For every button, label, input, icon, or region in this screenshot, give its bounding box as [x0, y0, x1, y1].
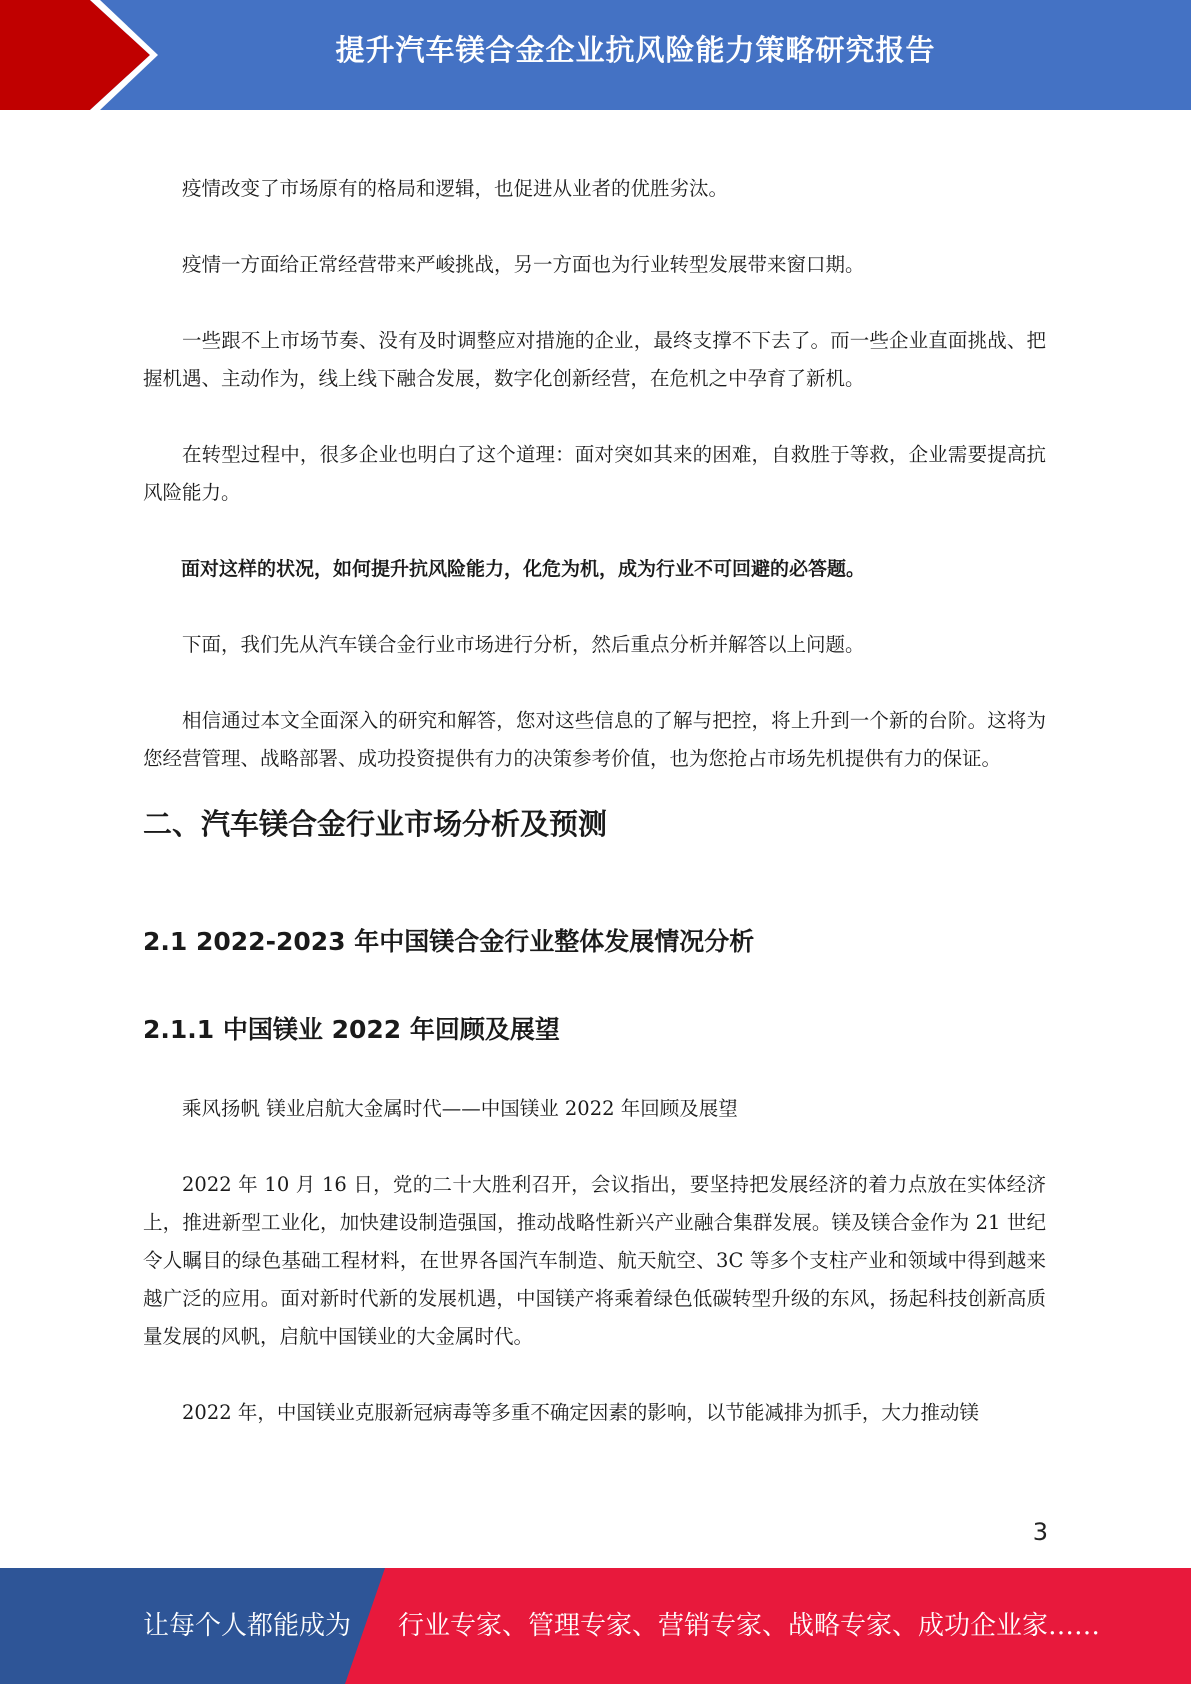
paragraph: 疫情改变了市场原有的格局和逻辑，也促进从业者的优胜劣汰。 [182, 177, 729, 200]
paragraph: 一些跟不上市场节奏、没有及时调整应对措施的企业，最终支撑不下去了。而一些企业直面挑战、把握机遇、主动作为，线上线下融合发展，数字化创新经营，在危机之中孕育了新机。 [143, 329, 1046, 390]
paragraph: 2022 年 10 月 16 日，党的二十大胜利召开，会议指出，要坚持把发展经济的着力点放在实体经济上，推进新型工业化，加快建设制造强国，推动战略性新兴产业融合集群发展。镁及镁合金作为 21 世纪令人瞩目的绿色基础工程材料，在世界各国汽车制造、航天航空、3C 等多个支柱产业和领域中得到越来越广泛的应用。面对新时代新的发展机遇，中国镁产将乘着绿色低碳转型升级的东风，扬起科技创新高质量发展的风帆，启航中国镁业的大金属时代。 [143, 1173, 1046, 1348]
header-chevron-icon [0, 0, 160, 110]
paragraph: 疫情一方面给正常经营带来严峻挑战，另一方面也为行业转型发展带来窗口期。 [182, 253, 865, 276]
footer-slogan-left: 让每个人都能成为 [143, 1611, 352, 1641]
paragraph: 乘风扬帆 镁业启航大金属时代——中国镁业 2022 年回顾及展望 [182, 1097, 738, 1120]
subsection-heading: 2.1 2022-2023 年中国镁合金行业整体发展情况分析 [143, 927, 755, 956]
paragraph: 下面，我们先从汽车镁合金行业市场进行分析，然后重点分析并解答以上问题。 [182, 633, 865, 656]
page-number: 3 [1032, 1518, 1048, 1546]
document-title: 提升汽车镁合金企业抗风险能力策略研究报告 [335, 33, 936, 67]
footer-slogan-right: 行业专家、管理专家、营销专家、战略专家、成功企业家…… [398, 1611, 1101, 1641]
document-body [143, 170, 1046, 1432]
subsubsection-heading: 2.1.1 中国镁业 2022 年回顾及展望 [143, 1015, 560, 1044]
header-band [0, 0, 1191, 110]
paragraph: 在转型过程中，很多企业也明白了这个道理：面对突如其来的困难，自救胜于等救，企业需要提高抗风险能力。 [143, 443, 1046, 504]
bold-paragraph: 面对这样的状况，如何提升抗风险能力，化危为机，成为行业不可回避的必答题。 [181, 558, 866, 580]
paragraph: 相信通过本文全面深入的研究和解答，您对这些信息的了解与把控，将上升到一个新的台阶。这将为您经营管理、战略部署、成功投资提供有力的决策参考价值，也为您抢占市场先机提供有力的保证。 [143, 709, 1046, 770]
footer-band [0, 1568, 1191, 1684]
paragraph: 2022 年，中国镁业克服新冠病毒等多重不确定因素的影响，以节能减排为抓手，大力推动镁 [182, 1401, 979, 1424]
section-heading: 二、汽车镁合金行业市场分析及预测 [143, 807, 608, 841]
